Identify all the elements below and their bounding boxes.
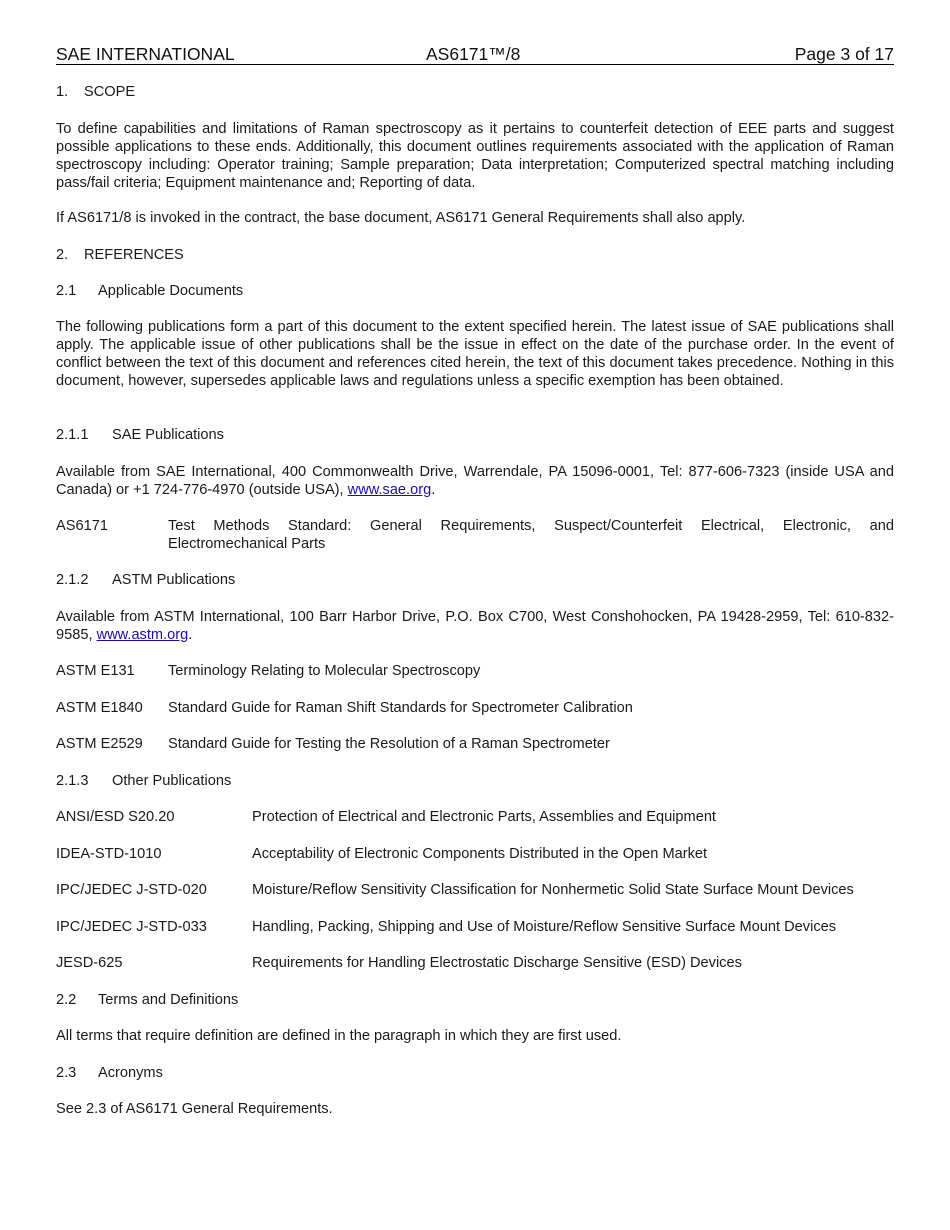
applicable-documents-paragraph: The following publications form a part of this document to the extent specified herein. The latest issue of SAE publications shall apply. The applicable issue of other publications shall be the issue in effect on the date of the purchase order. In the event of conflict between the text of this document and references cited herein, the text of this document takes precedence. Nothing in this document, however, supersedes applicable laws and regulations unless a specific exemption has been obtained. [56,319,894,389]
reference-entry [56,699,894,717]
reference-title: Standard Guide for Raman Shift Standards for Spectrometer Calibration [168,700,633,716]
reference-entry [56,918,894,936]
reference-title: Acceptability of Electronic Components Distributed in the Open Market [252,846,708,862]
reference-code: IPC/JEDEC J-STD-033 [56,919,207,935]
reference-title: Terminology Relating to Molecular Spectroscopy [168,663,481,679]
section-2-heading [56,246,894,264]
section-title: Acronyms [98,1065,163,1081]
section-number: 2.1.1 [56,427,89,443]
section-2-3-heading [56,1064,894,1082]
section-number: 2.1.2 [56,572,89,588]
section-title: Other Publications [112,773,232,789]
reference-entry [56,662,894,680]
astm-website-link[interactable]: www.astm.org [96,627,189,643]
reference-entry [56,517,894,553]
section-number: 2.1 [56,283,77,299]
section-title: ASTM Publications [112,572,236,588]
section-title: REFERENCES [84,247,184,263]
reference-code: IPC/JEDEC J-STD-020 [56,882,207,898]
reference-entry [56,845,894,863]
reference-entry [56,735,894,753]
astm-availability-paragraph: Available from ASTM International, 100 Barr Harbor Drive, P.O. Box C700, West Conshohocken, PA 19428-2959, Tel: 610-832-9585, www.astm.org. [56,609,894,643]
section-title: Applicable Documents [98,283,244,299]
acronyms-paragraph: See 2.3 of AS6171 General Requirements. [56,1101,333,1117]
reference-code: ASTM E2529 [56,736,143,752]
reference-entry [56,881,894,899]
section-number: 2.1.3 [56,773,89,789]
reference-title: Test Methods Standard: General Requirements, Suspect/Counterfeit Electrical, Electronic, and Electromechanical Parts [168,518,894,552]
reference-code: AS6171 [56,518,108,534]
reference-title: Requirements for Handling Electrostatic Discharge Sensitive (ESD) Devices [252,955,742,971]
section-2-1-2-heading [56,571,894,589]
header-page-number: Page 3 of 17 [794,44,894,64]
section-1-heading [56,83,894,101]
scope-invocation-paragraph: If AS6171/8 is invoked in the contract, the base document, AS6171 General Requirements shall also apply. [56,210,746,226]
section-number: 1. [56,84,69,100]
reference-entry [56,954,894,972]
reference-entry [56,808,894,826]
reference-title: Moisture/Reflow Sensitivity Classification for Nonhermetic Solid State Surface Mount Devices [252,882,854,898]
page-header [56,44,894,65]
sae-website-link[interactable]: www.sae.org [347,482,432,498]
reference-code: JESD-625 [56,955,123,971]
reference-title: Handling, Packing, Shipping and Use of Moisture/Reflow Sensitive Surface Mount Devices [252,919,837,935]
section-number: 2.2 [56,992,77,1008]
reference-code: IDEA-STD-1010 [56,846,162,862]
section-number: 2.3 [56,1065,77,1081]
section-title: SCOPE [84,84,136,100]
reference-code: ASTM E131 [56,663,135,679]
section-title: Terms and Definitions [98,992,239,1008]
section-2-2-heading [56,991,894,1009]
reference-title: Protection of Electrical and Electronic Parts, Assemblies and Equipment [252,809,716,825]
reference-title: Standard Guide for Testing the Resolution of a Raman Spectrometer [168,736,610,752]
scope-paragraph: To define capabilities and limitations of Raman spectroscopy as it pertains to counterfeit detection of EEE parts and suggest possible applications to these ends. Additionally, this document outlines requirements associated with the application of Raman spectroscopy including: Operator training; Sample preparation; Data interpretation; Computerized spectral matching including pass/fail criteria; Equipment maintenance and; Reporting of data. [56,121,894,191]
sae-availability-paragraph: Available from SAE International, 400 Commonwealth Drive, Warrendale, PA 15096-0001, Tel: 877-606-7323 (inside USA and Canada) or +1 724-776-4970 (outside USA), www.sae.org. [56,464,894,498]
section-2-1-heading [56,282,894,300]
section-number: 2. [56,247,69,263]
header-doc-number: AS6171™/8 [426,44,521,64]
section-2-1-3-heading [56,772,894,790]
header-org: SAE INTERNATIONAL [56,44,235,64]
section-2-1-1-heading [56,426,894,444]
terms-paragraph: All terms that require definition are defined in the paragraph in which they are first used. [56,1028,622,1044]
reference-code: ANSI/ESD S20.20 [56,809,175,825]
section-title: SAE Publications [112,427,224,443]
reference-code: ASTM E1840 [56,700,143,716]
